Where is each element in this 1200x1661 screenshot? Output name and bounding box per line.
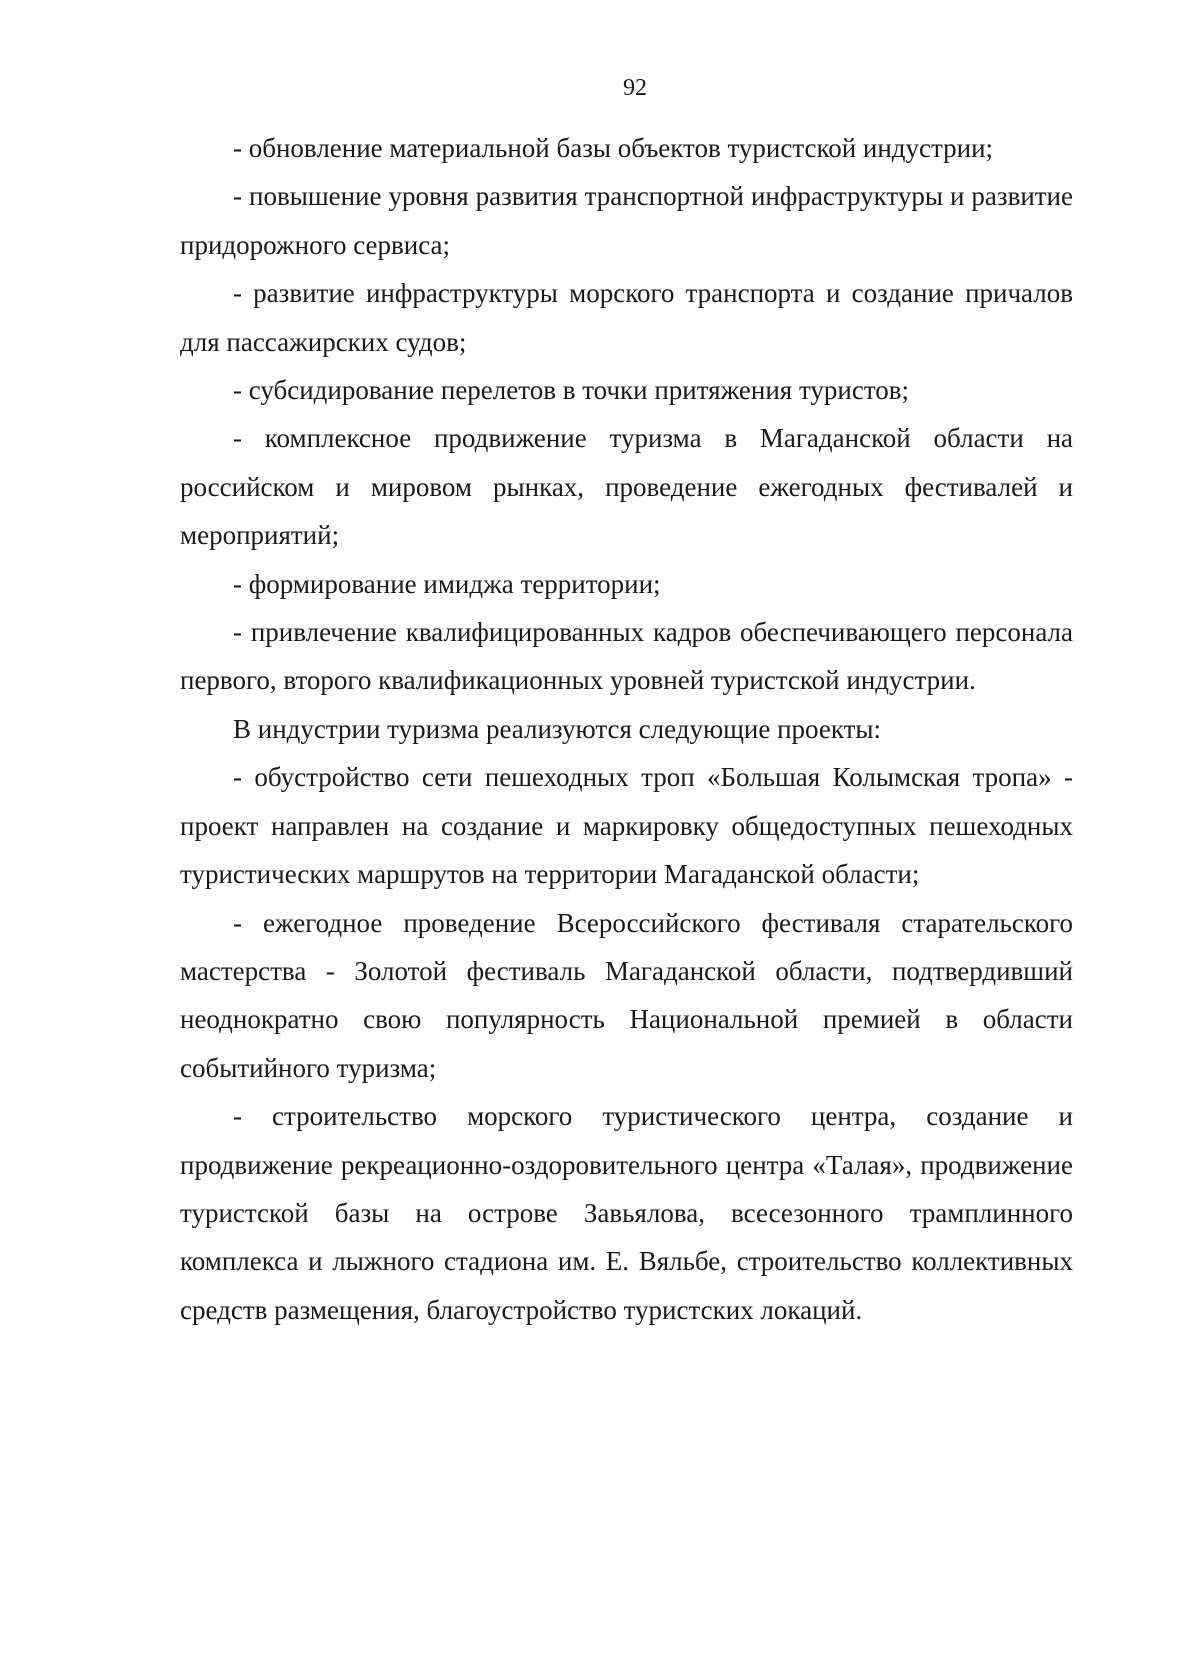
paragraph-territory-image: - формирование имиджа территории; xyxy=(233,568,661,599)
paragraph-gold-festival: - ежегодное проведение Всероссийского фестиваля старательского мастерства - Золотой фестиваль Магаданской области, подтвердивший неоднократно свою популярность Национальной премией в области событийного туризма; xyxy=(180,907,1073,1083)
document-body xyxy=(180,124,1073,1334)
paragraph-marine-transport: - развитие инфраструктуры морского транспорта и создание причалов для пассажирских судов; xyxy=(180,278,1073,357)
paragraph-transport-infrastructure: - повышение уровня развития транспортной инфраструктуры и развитие придорожного сервиса; xyxy=(180,181,1073,260)
paragraph-projects-intro: В индустрии туризма реализуются следующие проекты: xyxy=(233,713,882,744)
paragraph-staff-recruitment: - привлечение квалифицированных кадров обеспечивающего персонала первого, второго квалификационных уровней туристской индустрии. xyxy=(180,617,1073,696)
paragraph-kolyma-trail: - обустройство сети пешеходных троп «Большая Колымская тропа» - проект направлен на создание и маркировку общедоступных пешеходных туристических маршрутов на территории Магаданской области; xyxy=(180,762,1073,890)
paragraph-flight-subsidies: - субсидирование перелетов в точки притяжения туристов; xyxy=(233,375,910,406)
page-number: 92 xyxy=(623,75,647,101)
paragraph-material-base: - обновление материальной базы объектов туристской индустрии; xyxy=(233,133,994,163)
paragraph-tourism-promotion: - комплексное продвижение туризма в Магаданской области на российском и мировом рынках, проведение ежегодных фестивалей и мероприятий; xyxy=(180,423,1073,551)
paragraph-construction-projects: - строительство морского туристического центра, создание и продвижение рекреационно-оздоровительного центра «Талая», продвижение туристской базы на острове Завьялова, всесезонного трамплинного комплекса и лыжного стадиона им. Е. Вяльбе, строительство коллективных средств размещения, благоустройство туристских локаций. xyxy=(180,1101,1073,1325)
